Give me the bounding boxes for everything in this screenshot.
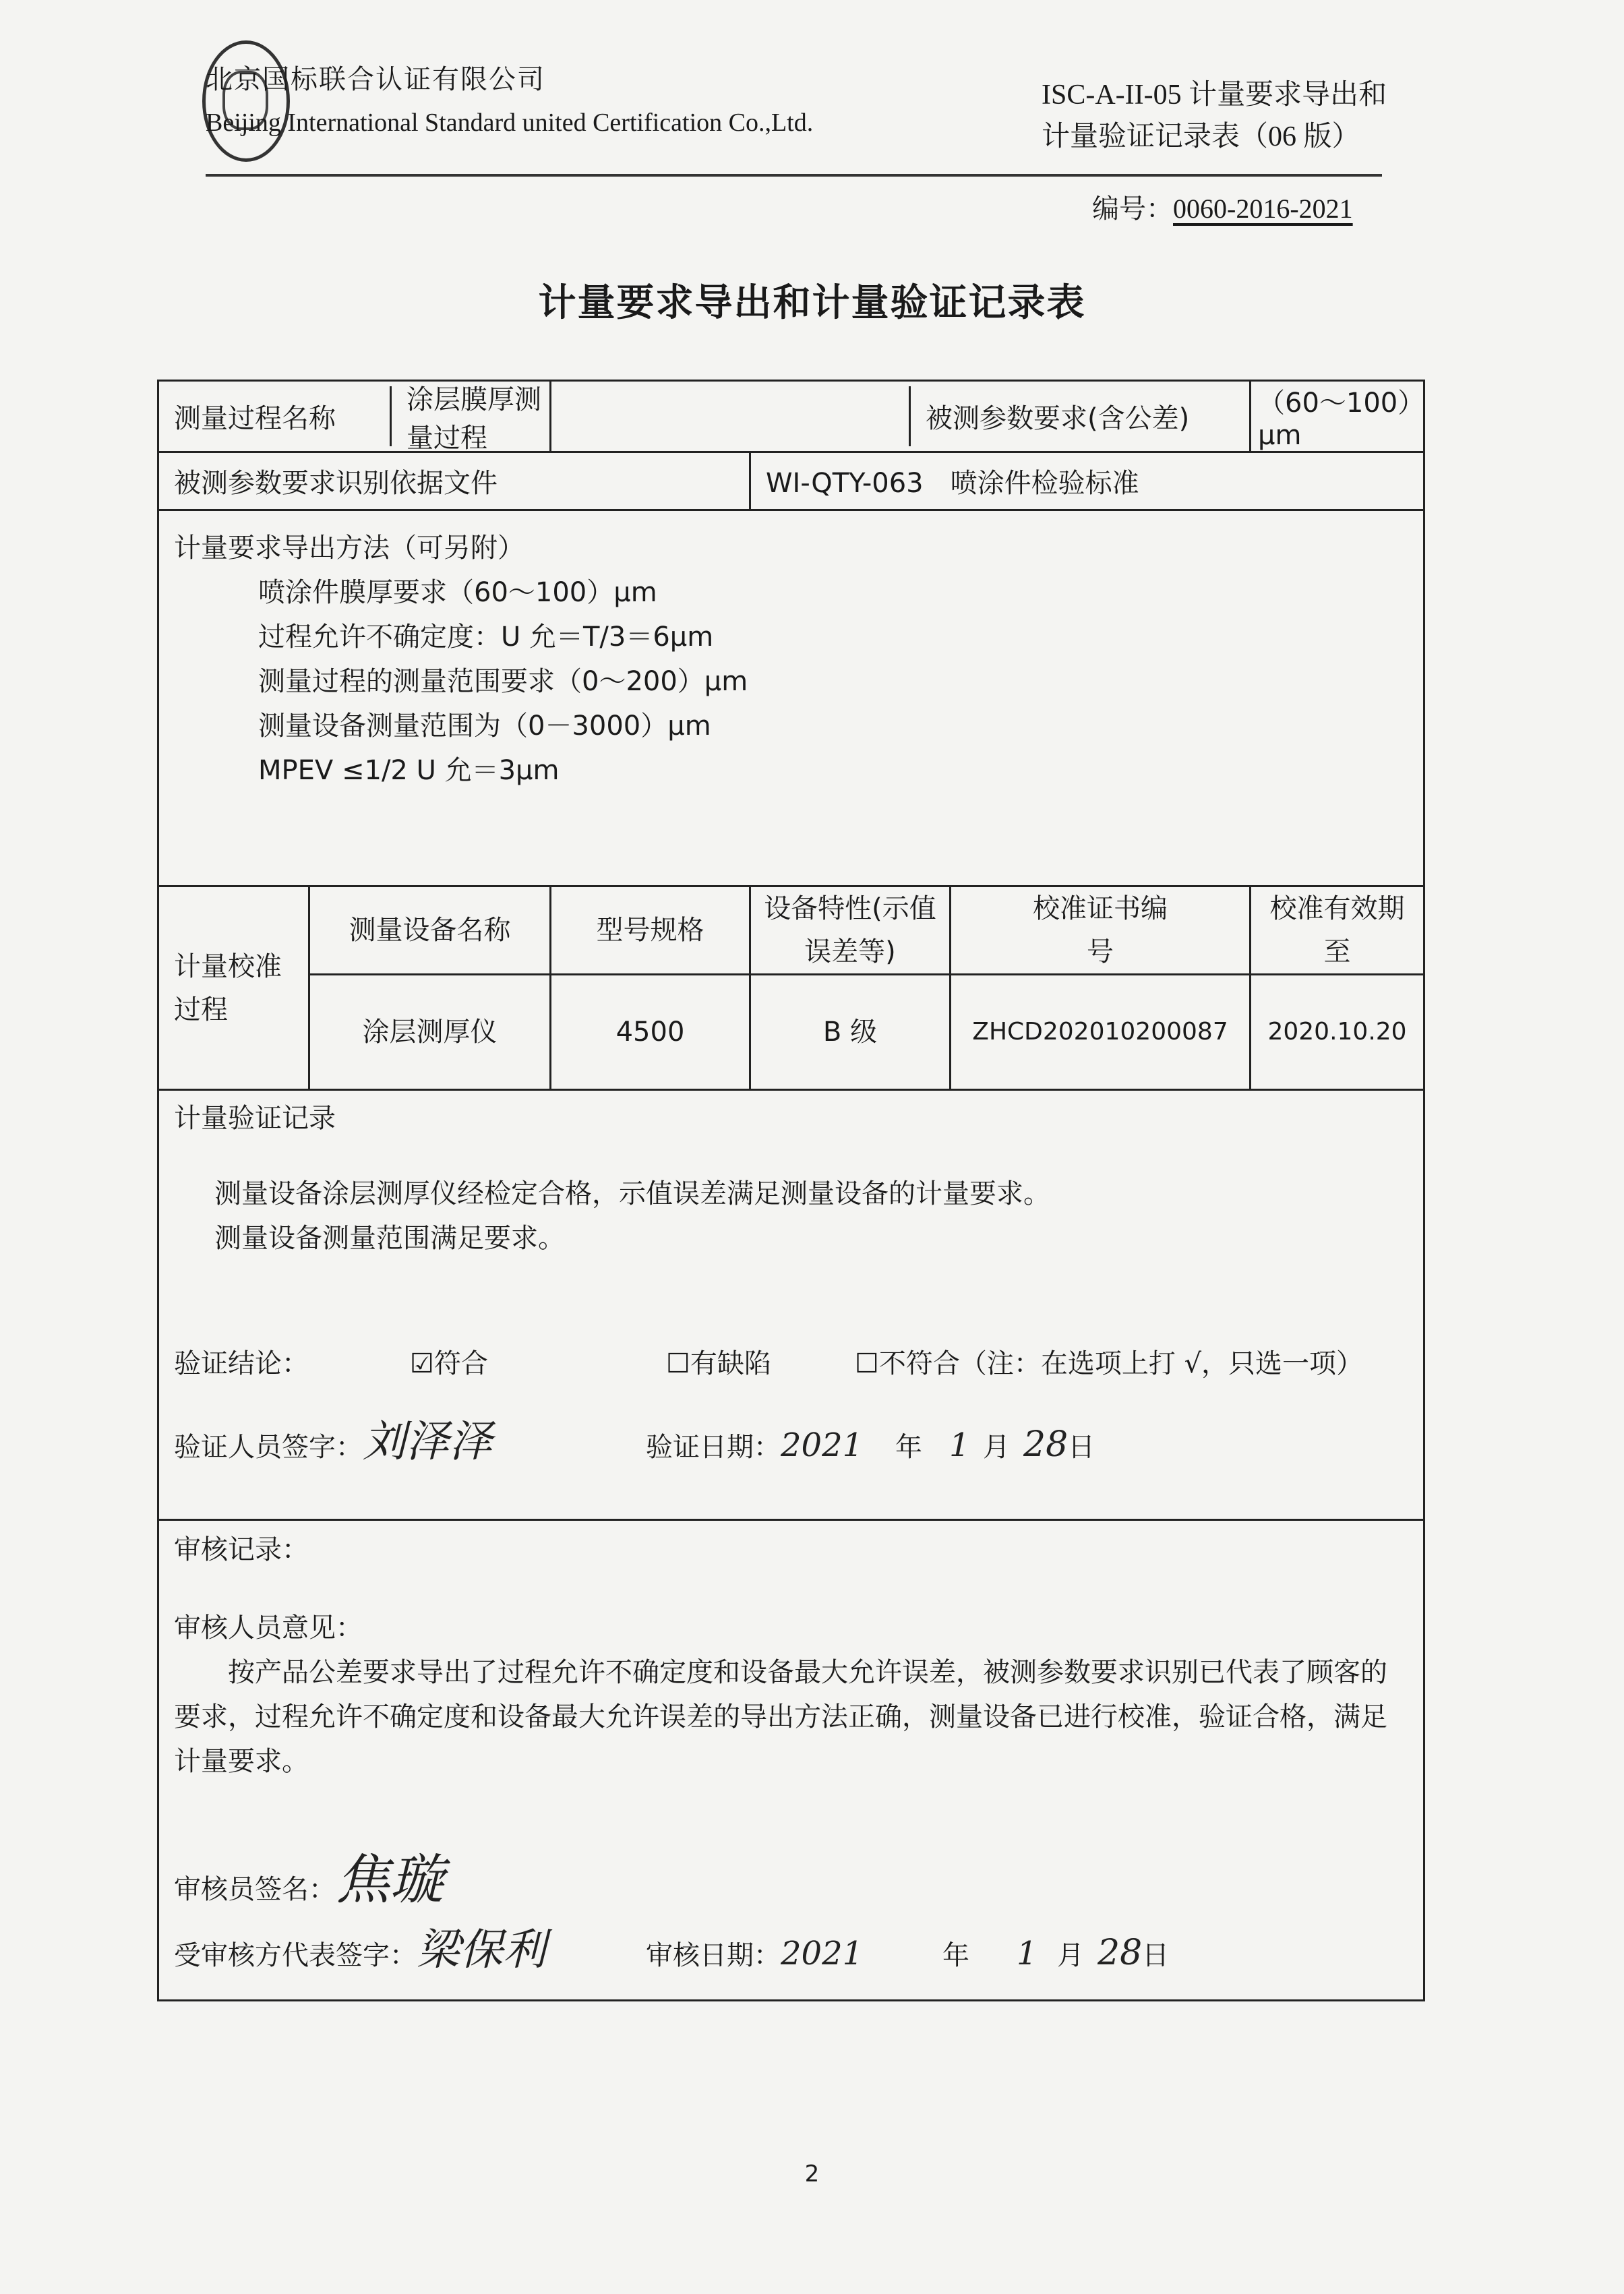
cal-cell-cert-no: ZHCD202010200087: [951, 975, 1251, 1090]
audit-date-label: 审核日期：: [646, 1940, 781, 1971]
auditor-sign-row: [174, 1848, 1408, 1912]
audit-date-month: 1: [1017, 1935, 1037, 1972]
process-name-value: 涂层膜厚测量过程: [407, 384, 541, 454]
verify-date-day-unit: 日: [1068, 1432, 1095, 1463]
rep-sign-label: 受审核方代表签字：: [174, 1940, 417, 1971]
audit-section: [158, 1520, 1424, 2001]
cal-header-characteristics: 设备特性(示值误差等): [750, 886, 951, 975]
doc-number-value: 0060-2016-2021: [1173, 193, 1353, 224]
calibration-section-label: 计量校准过程: [158, 886, 309, 1090]
cal-cell-model: 4500: [551, 975, 750, 1090]
verification-line: 测量设备涂层测厚仪经检定合格，示值误差满足测量设备的计量要求。: [214, 1178, 1050, 1209]
auditor-sign-label: 审核员签名：: [174, 1874, 336, 1905]
verify-date-month: 1: [949, 1426, 970, 1464]
doc-number: [1092, 187, 1353, 226]
derivation-line: 测量设备测量范围为（0－3000）μm: [258, 711, 711, 742]
company-name-cn: 北京国标联合认证有限公司: [206, 64, 545, 95]
audit-heading: 审核记录：: [174, 1534, 309, 1565]
verification-section: [158, 1090, 1424, 1520]
doc-number-label: 编号：: [1092, 193, 1173, 224]
verify-date-year-unit: 年: [895, 1432, 922, 1463]
param-req-value: （60～100）μm: [1251, 381, 1424, 452]
basis-doc-value: WI-QTY-063 喷涂件检验标准: [750, 452, 1424, 510]
audit-opinion-label: 审核人员意见：: [174, 1612, 363, 1643]
process-name-label: 测量过程名称: [159, 386, 392, 446]
company-name-en: Beijing International Standard united Certification Co.,Ltd.: [206, 109, 814, 137]
auditor-signature: 焦璇: [336, 1848, 444, 1911]
audit-date-day-unit: 日: [1142, 1940, 1170, 1971]
option-fail-checkbox[interactable]: ☐不符合（注：在选项上打 √，只选一项）: [855, 1348, 1364, 1379]
option-defect-checkbox[interactable]: ☐有缺陷: [666, 1348, 771, 1379]
verify-date-day: 28: [1023, 1424, 1069, 1465]
page-number: 2: [804, 2161, 820, 2187]
param-req-label: 被测参数要求(含公差): [909, 386, 1249, 446]
audit-date-year-unit: 年: [942, 1940, 969, 1971]
derivation-line: 喷涂件膜厚要求（60～100）μm: [258, 577, 657, 608]
verifier-sign-label: 验证人员签字：: [174, 1432, 363, 1463]
derivation-line: 测量过程的测量范围要求（0～200）μm: [258, 666, 748, 697]
cal-header-device: 测量设备名称: [309, 886, 551, 975]
rep-sign-row: [174, 1925, 1408, 1978]
audit-date-year: 2021: [781, 1935, 864, 1972]
cal-cell-valid-until: 2020.10.20: [1251, 975, 1424, 1090]
audit-date-month-unit: 月: [1057, 1940, 1084, 1971]
form-code-line2: 计量验证记录表（06 版）: [1042, 121, 1360, 152]
cal-header-valid-until: 校准有效期至: [1251, 886, 1424, 975]
verification-line: 测量设备测量范围满足要求。: [214, 1223, 565, 1254]
record-form: [157, 380, 1425, 2001]
audit-date-day: 28: [1097, 1933, 1143, 1973]
derivation-section: [158, 510, 1424, 886]
cal-header-cert-no: 校准证书编号: [951, 886, 1251, 975]
verify-date-label: 验证日期：: [646, 1432, 781, 1463]
cal-cell-characteristics: B 级: [750, 975, 951, 1090]
cal-header-model: 型号规格: [551, 886, 750, 975]
verification-conclusion: [174, 1341, 1408, 1386]
verifier-signature: 刘泽泽: [363, 1417, 492, 1467]
form-code-line1: ISC-A-II-05 计量要求导出和: [1042, 80, 1387, 111]
verify-date-year: 2021: [781, 1426, 864, 1464]
cal-cell-device: 涂层测厚仪: [309, 975, 551, 1090]
verification-sign-row: [174, 1417, 1408, 1470]
derivation-line: MPEV ≤1/2 U 允＝3μm: [258, 755, 560, 786]
derivation-line: 过程允许不确定度：U 允＝T/3＝6μm: [258, 622, 714, 653]
header-rule: [206, 174, 1382, 177]
rep-signature: 梁保利: [417, 1925, 546, 1975]
page-title: 计量要求导出和计量验证记录表: [538, 281, 1086, 325]
verification-heading: 计量验证记录: [174, 1103, 336, 1134]
verify-date-month-unit: 月: [983, 1432, 1010, 1463]
option-pass-checkbox[interactable]: ☑符合: [410, 1348, 488, 1379]
derivation-heading: 计量要求导出方法（可另附）: [174, 533, 524, 564]
conclusion-label: 验证结论：: [174, 1348, 309, 1379]
audit-opinion-text: 按产品公差要求导出了过程允许不确定度和设备最大允许误差，被测参数要求识别已代表了顾客的要求，过程允许不确定度和设备最大允许误差的导出方法正确，测量设备已进行校准，验证合格，满足计量要求。: [174, 1657, 1387, 1777]
basis-doc-label: 被测参数要求识别依据文件: [158, 452, 750, 510]
form-code: [1042, 74, 1387, 158]
